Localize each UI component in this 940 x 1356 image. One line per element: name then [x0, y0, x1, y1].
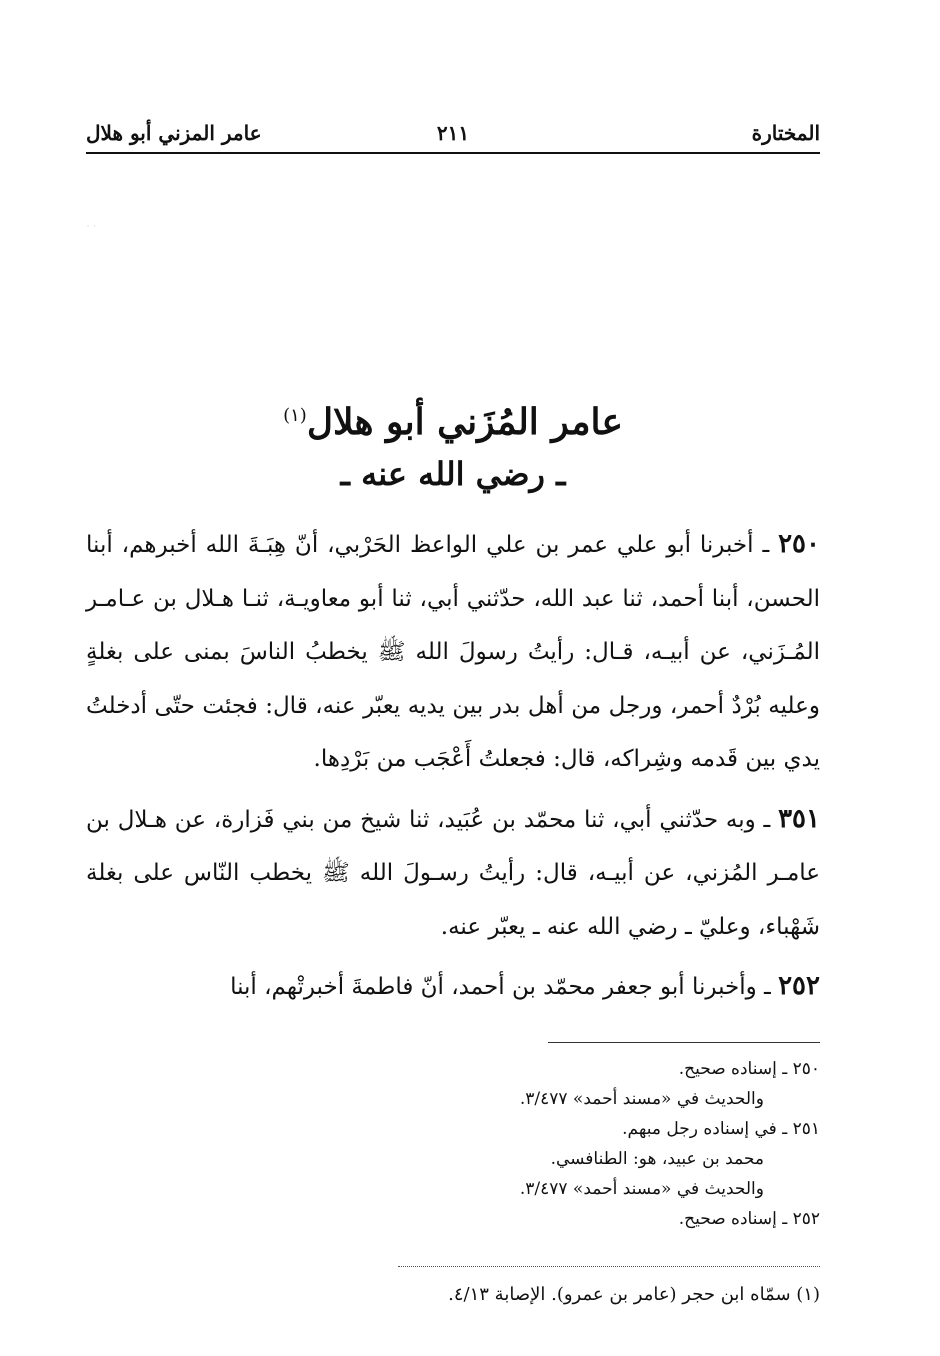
- hadith-text: ـ وأخبرنا أبو جعفر محمّد بن أحمد، أنّ فاطمةَ أخبرتْهم، أبنا: [230, 974, 771, 1000]
- footnote-line: ٢٥١ ـ في إسناده رجل مبهم.: [622, 1119, 820, 1139]
- scan-speck: ˙ ˙: [86, 225, 97, 234]
- hadith-paragraph: [86, 518, 820, 787]
- footnote-line: والحديث في «مسند أحمد» ٣/٤٧٧.: [519, 1179, 764, 1199]
- title-main: [86, 390, 820, 448]
- footnote-separator: [548, 1042, 820, 1043]
- hadith-number: ٣٥١: [778, 803, 820, 834]
- footnote-line: محمد بن عبيد، هو: الطنافسي.: [550, 1149, 764, 1169]
- footnote-line: ٢٥٢ ـ إسناده صحيح.: [678, 1209, 820, 1229]
- hadith-number: ٢٥٠: [778, 529, 820, 559]
- hadith-paragraph: [86, 960, 820, 1015]
- page-number: ٢١١: [436, 121, 470, 145]
- main-text: [86, 518, 820, 1021]
- title-subtitle: ـ رضي الله عنه ـ: [340, 455, 566, 493]
- title-main-text: عامر المُزَني أبو هلال: [306, 401, 623, 443]
- book-title: المختارة: [751, 121, 820, 145]
- running-header: [86, 116, 820, 150]
- bottom-footnote: (١) سمّاه ابن حجر (عامر بن عمرو). الإصابة ٤/١٣.: [448, 1284, 820, 1305]
- footnotes: [86, 1054, 820, 1234]
- header-rule: [86, 152, 820, 154]
- footnote-line: والحديث في «مسند أحمد» ٣/٤٧٧.: [519, 1089, 764, 1109]
- bottom-note-separator: [398, 1266, 820, 1267]
- hadith-paragraph: [86, 793, 820, 955]
- hadith-text: ـ أخبرنا أبو علي عمر بن علي الواعظ الحَرْبي، أنّ هِبَـةَ الله أخبرهم، أبنا الحسن، أبنا أحمد، ثنا عبد الله، حدّثني أبي، ثنا أبو معاويـة، ثنـا هـلال بن عـامـر المُـزَني، عن أبيـه، قـال: رأيتُ رسولَ الله ﷺ يخطبُ الناسَ بمنى على بغلةٍ وعليه بُرْدٌ أحمر، ورجل من أهل بدر بين يديه يعبّر عنه، قال: فجئت حتّى أدخلتُ يدي بين قَدمه وشِراكه، قال: فجعلتُ أَعْجَب من بَرْدِها.: [86, 532, 820, 772]
- chapter-title: عامر المزني أبو هلال: [86, 121, 262, 145]
- section-title: [86, 390, 820, 500]
- hadith-text: ـ وبه حدّثني أبي، ثنا محمّد بن عُبَيد، ثنا شيخ من بني فَزارة، عن هـلال بن عامـر المُزني، عن أبيـه، قال: رأيتُ رسـولَ الله ﷺ يخطب النّاس على بغلة شَهْباء، وعليّ ـ رضي الله عنه ـ يعبّر عنه.: [86, 806, 820, 940]
- footnote-line: ٢٥٠ ـ إسناده صحيح.: [678, 1059, 820, 1079]
- hadith-number: ٢٥٢: [778, 971, 820, 1001]
- title-footnote-marker: (١): [283, 405, 307, 426]
